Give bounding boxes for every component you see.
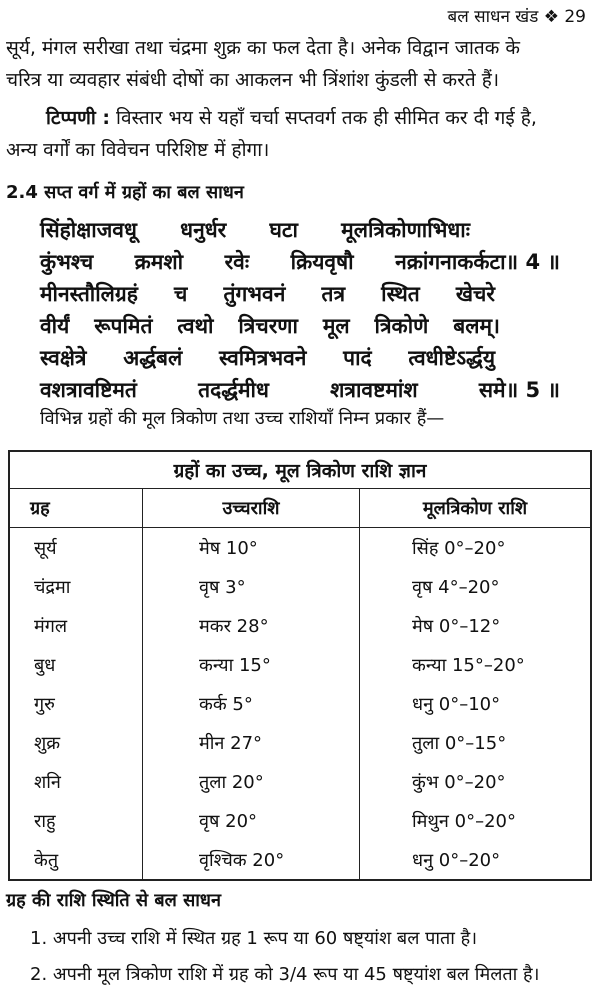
planet-cell: शनि xyxy=(9,762,143,801)
note-label: टिप्पणी : xyxy=(46,107,111,129)
exaltation-cell: वृष 3° xyxy=(143,567,360,606)
exaltation-cell: वृश्चिक 20° xyxy=(143,840,360,880)
shloka-line xyxy=(40,248,560,276)
table-row xyxy=(9,762,591,801)
shloka-word: तदर्द्धमीध xyxy=(198,378,269,402)
shloka-word: स्थित xyxy=(381,282,420,306)
note-line xyxy=(46,104,537,130)
shloka-word: मूल xyxy=(322,314,350,338)
shloka-word: पादं xyxy=(343,346,372,370)
shloka-line xyxy=(40,312,500,340)
table-row xyxy=(9,840,591,880)
planet-cell: केतु xyxy=(9,840,143,880)
exaltation-cell: वृष 20° xyxy=(143,801,360,840)
moolatrikona-cell: वृष 4°–20° xyxy=(360,567,592,606)
exaltation-cell: कन्या 15° xyxy=(143,645,360,684)
exaltation-cell: मेष 10° xyxy=(143,528,360,568)
moolatrikona-cell: धनु 0°–10° xyxy=(360,684,592,723)
moolatrikona-cell: कुंभ 0°–20° xyxy=(360,762,592,801)
shloka-word: तुंगभवनं xyxy=(223,282,286,306)
shloka-word: स्वक्षेत्रे xyxy=(40,346,87,370)
planet-cell: गुरु xyxy=(9,684,143,723)
shloka-word: मूलत्रिकोणाभिधाः xyxy=(341,218,470,242)
subheading: ग्रह की राशि स्थिति से बल साधन xyxy=(6,890,221,911)
shloka-line xyxy=(40,344,495,372)
note-line: अन्य वर्गों का विवेचन परिशिष्ट में होगा। xyxy=(6,139,270,161)
note-text: विस्तार भय से यहाँ चर्चा सप्तवर्ग तक ही सीमित कर दी गई है, xyxy=(110,107,537,129)
moolatrikona-cell: मेष 0°–12° xyxy=(360,606,592,645)
shloka-word: समे॥ 5 ॥ xyxy=(478,378,560,402)
shloka-line xyxy=(40,280,495,308)
shloka-word: त्वधीष्टेऽर्द्धयु xyxy=(408,346,495,370)
shloka-word: तत्र xyxy=(321,282,346,306)
moolatrikona-cell: सिंह 0°–20° xyxy=(360,528,592,568)
shloka-word: धनुर्धर xyxy=(180,218,227,242)
shloka-word: क्रियवृषौ xyxy=(290,250,354,274)
exaltation-cell: कर्क 5° xyxy=(143,684,360,723)
column-header: उच्चराशि xyxy=(143,489,360,528)
shloka-word: वशत्रावष्टिमतं xyxy=(40,378,137,402)
shloka-word: स्वमित्रभवने xyxy=(218,346,307,370)
moolatrikona-cell: तुला 0°–15° xyxy=(360,723,592,762)
planet-cell: बुध xyxy=(9,645,143,684)
shloka-word: बलम्। xyxy=(453,314,500,338)
table-row xyxy=(9,645,591,684)
exaltation-cell: मीन 27° xyxy=(143,723,360,762)
list-item: 1. अपनी उच्च राशि में स्थित ग्रह 1 रूप या 60 षष्ट्यांश बल पाता है। xyxy=(30,928,478,949)
shloka-word: अर्द्धबलं xyxy=(123,346,183,370)
table-row xyxy=(9,684,591,723)
table-intro: विभिन्न ग्रहों की मूल त्रिकोण तथा उच्च राशियाँ निम्न प्रकार हैं— xyxy=(40,408,445,429)
planet-cell: चंद्रमा xyxy=(9,567,143,606)
table-title: ग्रहों का उच्च, मूल त्रिकोण राशि ज्ञान xyxy=(9,451,591,489)
shloka-word: रवेः xyxy=(224,250,250,274)
shloka-line xyxy=(40,216,470,244)
shloka-word: त्रिचरणा xyxy=(238,314,298,338)
moolatrikona-cell: मिथुन 0°–20° xyxy=(360,801,592,840)
planet-cell: राहु xyxy=(9,801,143,840)
column-header: ग्रह xyxy=(9,489,143,528)
column-header: मूलत्रिकोण राशि xyxy=(360,489,592,528)
running-header: बल साधन खंड ❖ 29 xyxy=(447,7,586,27)
shloka-word: रूपमितं xyxy=(94,314,153,338)
planet-cell: शुक्र xyxy=(9,723,143,762)
table-row xyxy=(9,528,591,568)
shloka-word: खेचरे xyxy=(455,282,495,306)
shloka-word: घटा xyxy=(269,218,298,242)
shloka-word: शत्रावष्टमांश xyxy=(330,378,418,402)
exaltation-cell: मकर 28° xyxy=(143,606,360,645)
paragraph-line: चरित्र या व्यवहार संबंधी दोषों का आकलन भी त्रिंशांश कुंडली से करते हैं। xyxy=(6,69,500,91)
moolatrikona-cell: कन्या 15°–20° xyxy=(360,645,592,684)
shloka-word: त्वथो xyxy=(177,314,214,338)
list-item: 2. अपनी मूल त्रिकोण राशि में ग्रह को 3/4 रूप या 45 षष्ट्यांश बल मिलता है। xyxy=(30,964,540,985)
table-row xyxy=(9,801,591,840)
shloka-word: मीनस्तौलिग्रहं xyxy=(40,282,138,306)
table-row xyxy=(9,567,591,606)
planet-cell: मंगल xyxy=(9,606,143,645)
section-heading: 2.4 सप्त वर्ग में ग्रहों का बल साधन xyxy=(6,182,244,203)
moolatrikona-cell: धनु 0°–20° xyxy=(360,840,592,880)
exaltation-cell: तुला 20° xyxy=(143,762,360,801)
exaltation-table xyxy=(8,450,592,881)
shloka-word: च xyxy=(174,282,188,306)
shloka-word: सिंहोक्षाजवधू xyxy=(40,218,137,242)
shloka-word: नक्रांगनाकर्कटा॥ 4 ॥ xyxy=(395,250,560,274)
paragraph-line: सूर्य, मंगल सरीखा तथा चंद्रमा शुक्र का फल देता है। अनेक विद्वान जातक के xyxy=(6,37,520,59)
shloka-word: त्रिकोणे xyxy=(374,314,429,338)
shloka-line xyxy=(40,376,560,404)
shloka-word: वीर्यं xyxy=(40,314,70,338)
planet-cell: सूर्य xyxy=(9,528,143,568)
shloka-word: क्रमशो xyxy=(134,250,184,274)
table-row xyxy=(9,606,591,645)
table-row xyxy=(9,723,591,762)
shloka-word: कुंभश्च xyxy=(40,250,94,274)
